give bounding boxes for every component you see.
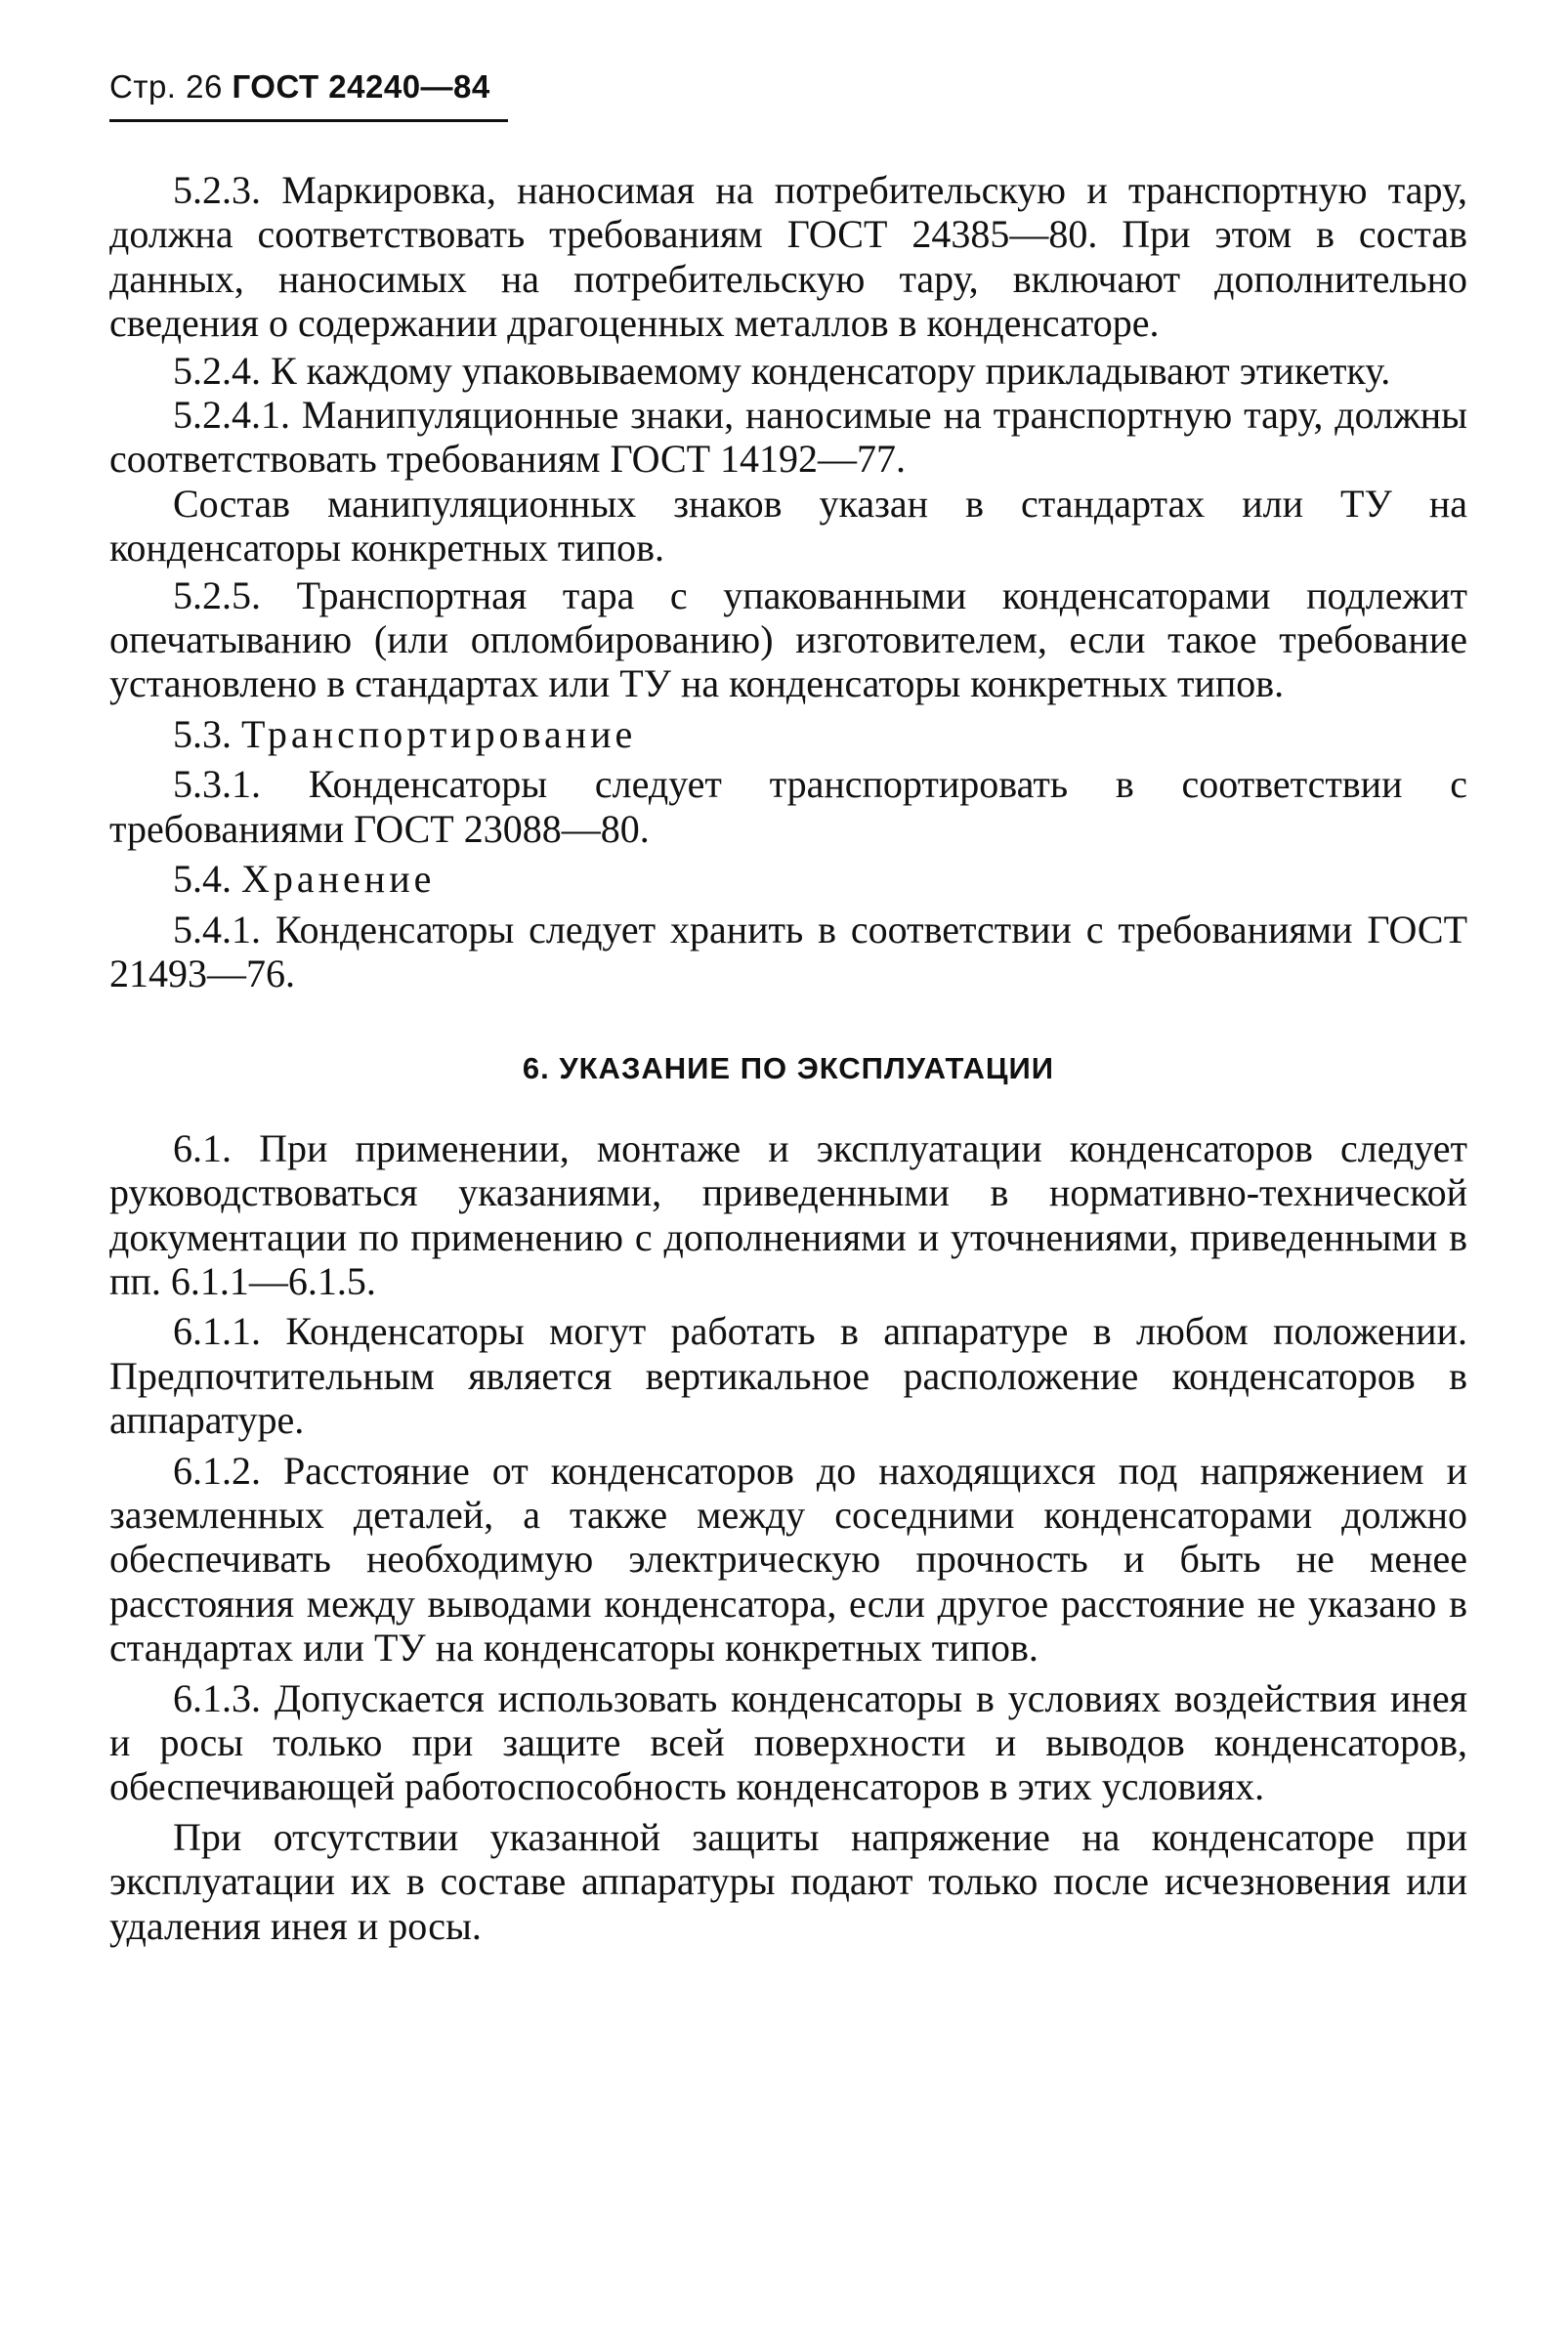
header-underline (109, 119, 508, 122)
subsection-5-4-title: Хранение (241, 857, 436, 902)
document-body (109, 168, 1467, 1948)
section-6-title: 6. УКАЗАНИЕ ПО ЭКСПЛУАТАЦИИ (522, 1051, 1055, 1086)
standard-designation: ГОСТ 24240—84 (232, 68, 490, 105)
paragraph-5-2-5: 5.2.5. Транспортная тара с упакованными конденсаторами подлежит опечатыванию (или опломбированию) изготовителем, если такое требование установлено в стандартах или ТУ на конденсаторы конкретных типов. (109, 572, 1467, 706)
paragraph-5-2-4-1: 5.2.4.1. Манипуляционные знаки, наносимые на транспортную тару, должны соответствовать требованиям ГОСТ 14192—77. (109, 393, 1467, 482)
paragraph-5-3-1: 5.3.1. Конденсаторы следует транспортировать в соответствии с требованиями ГОСТ 23088—80. (109, 762, 1467, 851)
paragraph-6-1-3: 6.1.3. Допускается использовать конденсаторы в условиях воздействия инея и росы только при защите всей поверхности и выводов конденсаторов, обеспечивающей работоспособность конденсаторов в этих условиях. (109, 1675, 1467, 1809)
subsection-5-3-title: Транспортирование (241, 711, 637, 756)
paragraph-5-2-4-1-continued: Состав манипуляционных знаков указан в стандартах или ТУ на конденсаторы конкретных типов. (109, 481, 1467, 571)
paragraph-5-2-4: 5.2.4. К каждому упаковываемому конденсатору прикладывают этикетку. (173, 348, 1391, 393)
paragraph-6-1: 6.1. При применении, монтаже и эксплуатации конденсаторов следует руководствоваться указаниями, приведенными в нормативно-технической документации по применению с дополнениями и уточнениями, приведенными в пп. 6.1.1—6.1.5. (109, 1125, 1467, 1303)
paragraph-6-1-1: 6.1.1. Конденсаторы могут работать в аппаратуре в любом положении. Предпочтительным является вертикальное расположение конденсаторов в аппаратуре. (109, 1309, 1467, 1443)
subsection-5-3-heading (109, 712, 1467, 756)
page-header (109, 68, 490, 106)
subsection-5-4-number: 5.4. (173, 857, 241, 902)
page-number-label: Стр. 26 (109, 68, 233, 105)
paragraph-5-2-3: 5.2.3. Маркировка, наносимая на потребительскую и транспортную тару, должна соответствовать требованиям ГОСТ 24385—80. При этом в состав данных, наносимых на потребительскую тару, включают дополнительно сведения о содержании драгоценных металлов в конденсаторе. (109, 168, 1467, 346)
paragraph-6-1-3-continued: При отсутствии указанной защиты напряжение на конденсаторе при эксплуатации их в составе аппаратуры подают только после исчезновения или удаления инея и росы. (109, 1814, 1467, 1948)
paragraph-5-4-1: 5.4.1. Конденсаторы следует хранить в соответствии с требованиями ГОСТ 21493—76. (109, 907, 1467, 995)
paragraph-6-1-2: 6.1.2. Расстояние от конденсаторов до находящихся под напряжением и заземленных деталей, а также между соседними конденсаторами должно обеспечивать необходимую электрическую прочность и быть не менее расстояния между выводами конденсатора, если другое расстояние не указано в стандартах или ТУ на конденсаторы конкретных типов. (109, 1448, 1467, 1670)
subsection-5-3-number: 5.3. (173, 711, 241, 756)
subsection-5-4-heading (109, 857, 1467, 901)
